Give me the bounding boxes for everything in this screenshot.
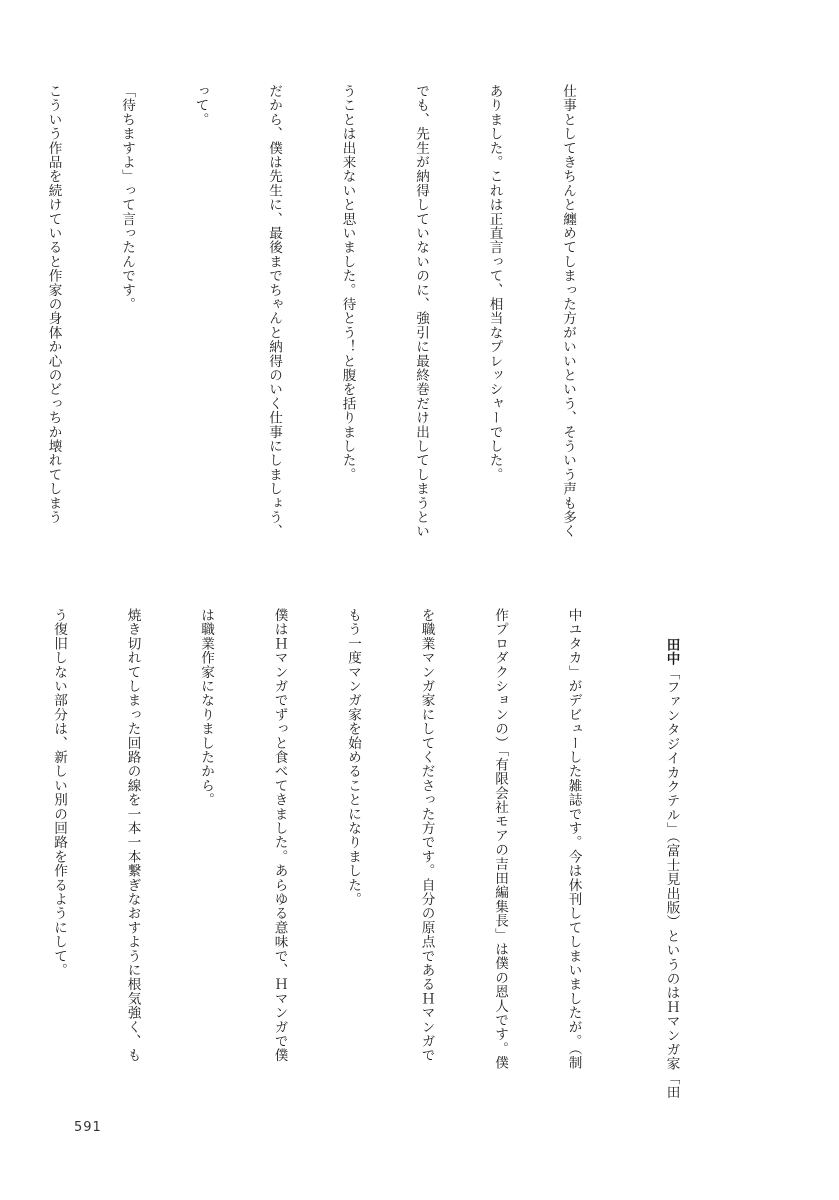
upper-text-block (0, 84, 629, 592)
text-line: でも、先生が納得していないのに、強引に最終巻だけ出してしまうとい (413, 84, 429, 539)
text-line: 中ユタカ」がデビューした雑誌です。今は休刊してしまいましたが。（制 (565, 608, 582, 1070)
text-line: だから、僕は先生に、最後までちゃんと納得のいく仕事にしましょう、 (266, 84, 282, 539)
page-number: 591 (74, 1120, 102, 1135)
speaker-label: 田中 (663, 637, 680, 666)
text-line: 作プロダクションの）「有限会社モアの吉田編集長」は僕の恩人です。僕 (492, 608, 508, 1070)
text-line: うことは出来ないと思いました。待とう！と腹を括りました。 (339, 84, 356, 482)
tanaka-response (635, 608, 709, 1108)
text-line: 仕事としてきちんと纏めてしまった方がいいという、そういう声も多く (560, 84, 576, 539)
text-line: もう一度マンガ家を始めることになりました。 (345, 608, 361, 907)
text-line: を職業マンガ家にしてくださった方です。自分の原点であるＨマンガで (418, 608, 435, 1063)
text-line: う復旧しない部分は、新しい別の回路を作るようにして。 (51, 608, 67, 978)
text-line: 「ファンタジイカクテル」（富士見出版）というのはＨマンガ家「田 (663, 665, 680, 1100)
text-line: って。 (192, 84, 209, 127)
text-line: 僕はＨマンガでずっと食べてきました。あらゆる意味で、Ｈマンガで僕 (271, 608, 288, 1063)
text-line: ありました。これは正直言って、相当なプレッシャーでした。 (486, 84, 503, 482)
text-line: は職業作家になりましたから。 (198, 608, 214, 807)
text-line: 焼き切れてしまった回路の線を一本一本繋ぎなおすように根気強く、も (124, 608, 141, 1063)
text-line: 「待ちますよ」って言ったんです。 (119, 84, 135, 312)
lower-text-block (0, 608, 757, 1108)
text-line: こういう作品を続けていると作家の身体か心のどっちか壊れてしまう (45, 84, 62, 525)
